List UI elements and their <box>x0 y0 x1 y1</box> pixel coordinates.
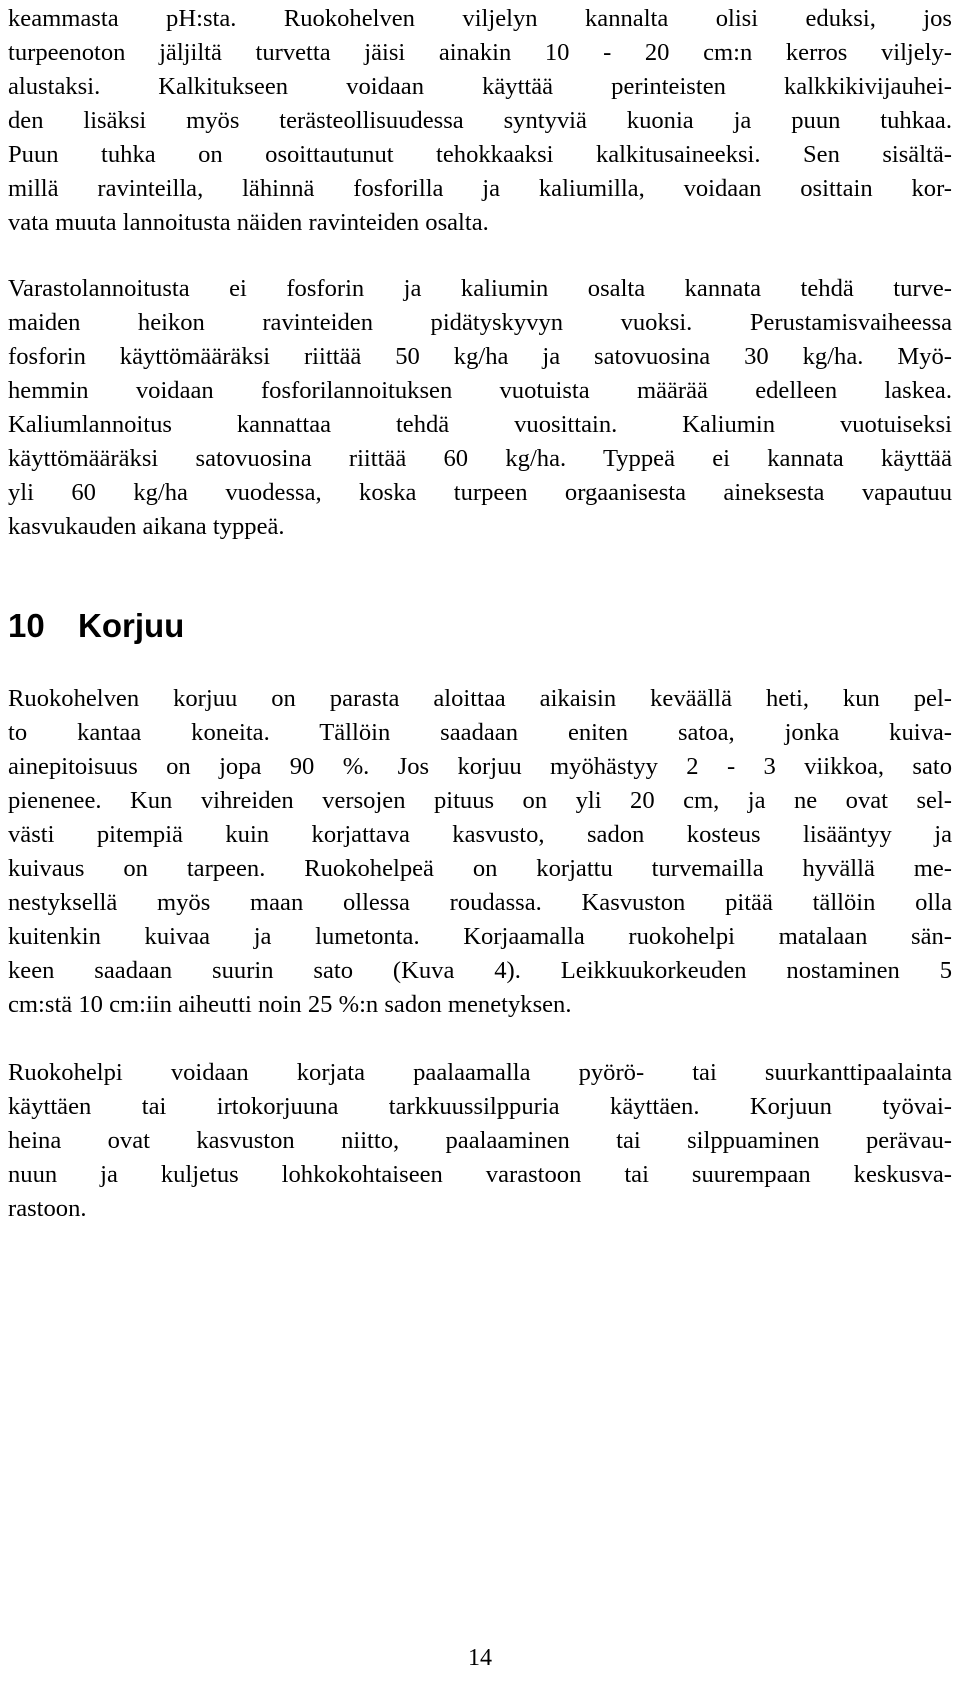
paragraph-fertilization <box>8 272 952 544</box>
text-line: turpeenoton jäljiltä turvetta jäisi ainakin 10 - 20 cm:n kerros viljely- <box>8 39 952 66</box>
text-line: keen saadaan suurin sato (Kuva 4). Leikkuukorkeuden nostaminen 5 <box>8 957 952 984</box>
page-number: 14 <box>468 1645 492 1671</box>
section-heading <box>8 606 952 646</box>
text-line: heina ovat kasvuston niitto, paalaaminen tai silppuaminen perävau- <box>8 1127 952 1154</box>
text-line: Ruokohelven korjuu on parasta aloittaa aikaisin keväällä heti, kun pel- <box>8 685 952 712</box>
text-line: Kaliumlannoitus kannattaa tehdä vuosittain. Kaliumin vuotuiseksi <box>8 411 952 438</box>
text-line: maiden heikon ravinteiden pidätyskyvyn vuoksi. Perustamisvaiheessa <box>8 309 952 336</box>
text-line: pienenee. Kun vihreiden versojen pituus on yli 20 cm, ja ne ovat sel- <box>8 787 952 814</box>
text-line: Varastolannoitusta ei fosforin ja kaliumin osalta kannata tehdä turve- <box>8 275 952 302</box>
section-number: 10 <box>8 607 45 644</box>
text-line: kuivaus on tarpeen. Ruokohelpeä on korjattu turvemailla hyvällä me- <box>8 855 952 882</box>
text-line: ainepitoisuus on jopa 90 %. Jos korjuu myöhästyy 2 - 3 viikkoa, sato <box>8 753 952 780</box>
text-line: alustaksi. Kalkitukseen voidaan käyttää perinteisten kalkkikivijauhei- <box>8 73 952 100</box>
paragraph-liming <box>8 2 952 240</box>
paragraph-baling <box>8 1056 952 1226</box>
text-line: hemmin voidaan fosforilannoituksen vuotuista määrää edelleen laskea. <box>8 377 952 404</box>
text-line: cm:stä 10 cm:iin aiheutti noin 25 %:n sadon menetyksen. <box>8 991 572 1018</box>
text-line: yli 60 kg/ha vuodessa, koska turpeen orgaanisesta aineksesta vapautuu <box>8 479 952 506</box>
document-page <box>8 2 952 1226</box>
section-title: Korjuu <box>78 607 185 644</box>
text-line: Puun tuhka on osoittautunut tehokkaaksi kalkitusaineeksi. Sen sisältä- <box>8 141 952 168</box>
text-line: käyttömääräksi satovuosina riittää 60 kg/ha. Typpeä ei kannata käyttää <box>8 445 952 472</box>
text-line: fosforin käyttömääräksi riittää 50 kg/ha ja satovuosina 30 kg/ha. Myö- <box>8 343 952 370</box>
text-line: västi pitempiä kuin korjattava kasvusto, sadon kosteus lisääntyy ja <box>8 821 952 848</box>
text-line: käyttäen tai irtokorjuuna tarkkuussilppuria käyttäen. Korjuun työvai- <box>8 1093 952 1120</box>
text-line: kasvukauden aikana typpeä. <box>8 513 285 540</box>
text-line: to kantaa koneita. Tällöin saadaan eniten satoa, jonka kuiva- <box>8 719 952 746</box>
text-line: kuitenkin kuivaa ja lumetonta. Korjaamalla ruokohelpi matalaan sän- <box>8 923 952 950</box>
text-line: nestyksellä myös maan ollessa roudassa. Kasvuston pitää tällöin olla <box>8 889 952 916</box>
text-line: Ruokohelpi voidaan korjata paalaamalla pyörö- tai suurkanttipaalainta <box>8 1059 952 1086</box>
text-line: rastoon. <box>8 1195 87 1222</box>
text-line: den lisäksi myös terästeollisuudessa syntyviä kuonia ja puun tuhkaa. <box>8 107 952 134</box>
text-line: millä ravinteilla, lähinnä fosforilla ja kaliumilla, voidaan osittain kor- <box>8 175 952 202</box>
text-line: vata muuta lannoitusta näiden ravinteiden osalta. <box>8 209 489 236</box>
text-line: nuun ja kuljetus lohkokohtaiseen varastoon tai suurempaan keskusva- <box>8 1161 952 1188</box>
paragraph-harvest <box>8 682 952 1022</box>
text-line: keammasta pH:sta. Ruokohelven viljelyn kannalta olisi eduksi, jos <box>8 5 952 32</box>
